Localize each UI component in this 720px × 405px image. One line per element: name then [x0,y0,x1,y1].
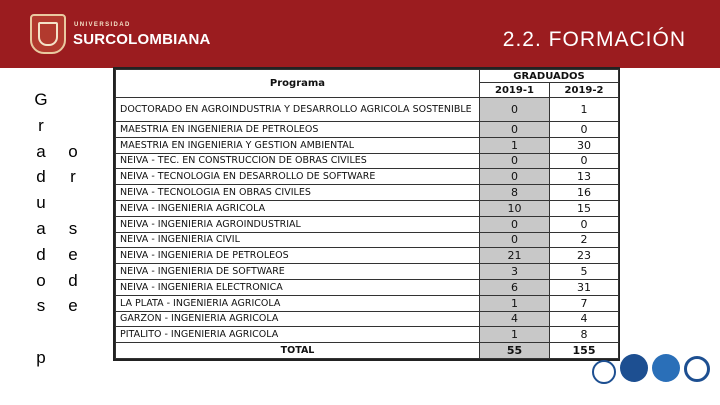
period-2-cell: 4 [550,311,619,327]
program-cell: NEIVA - INGENIERIA AGROINDUSTRIAL [116,216,480,232]
program-cell: PITALITO - INGENIERIA AGRICOLA [116,327,480,343]
total-period-2: 155 [550,343,619,359]
table-row [116,264,619,280]
program-cell: NEIVA - TEC. EN CONSTRUCCION DE OBRAS CIVILES [116,153,480,169]
table-row [116,295,619,311]
period-2-cell: 15 [550,200,619,216]
table-row [116,216,619,232]
period-2-header: 2019-2 [550,83,619,98]
period-1-cell: 4 [480,311,550,327]
logo-big-text: SURCOLOMBIANA [73,31,211,48]
period-2-cell: 1 [550,98,619,122]
table-row [116,153,619,169]
period-1-cell: 21 [480,248,550,264]
certification-seal-icon [652,354,680,382]
letter: d [36,244,46,264]
table-row [116,232,619,248]
period-2-cell: 0 [550,216,619,232]
period-2-cell: 30 [550,137,619,153]
program-cell: DOCTORADO EN AGROINDUSTRIA Y DESARROLLO AGRICOLA SOSTENIBLE [116,98,480,122]
period-2-cell: 23 [550,248,619,264]
program-cell: GARZON - INGENIERIA AGRICOLA [116,311,480,327]
letter: e [68,296,78,316]
letter [66,113,80,139]
graduates-table [113,67,620,361]
certification-seals [590,352,720,402]
certification-seal-icon [684,356,710,382]
period-1-cell: 0 [480,216,550,232]
table-row [116,248,619,264]
table-row [116,311,619,327]
letter: e [68,244,78,264]
program-cell: NEIVA - TECNOLOGIA EN OBRAS CIVILES [116,185,480,201]
letter: a [36,141,46,161]
letter: o [68,141,78,161]
program-cell: NEIVA - INGENIERIA CIVIL [116,232,480,248]
period-1-cell: 1 [480,327,550,343]
period-1-cell: 10 [480,200,550,216]
table-row [116,98,619,122]
table-row [116,169,619,185]
period-2-cell: 0 [550,122,619,138]
letter: G [34,90,48,109]
letter: d [36,167,46,187]
quality-seal-icon [620,354,648,382]
period-1-header: 2019-1 [480,83,550,98]
table-row [116,200,619,216]
table-row [116,137,619,153]
letter: r [38,115,44,135]
program-header: Programa [116,70,480,98]
program-cell: NEIVA - INGENIERIA DE PETROLEOS [116,248,480,264]
letter: u [36,193,46,213]
period-2-cell: 31 [550,279,619,295]
program-cell: NEIVA - TECNOLOGIA EN DESARROLLO DE SOFTWARE [116,169,480,185]
table-row [116,122,619,138]
logo-small-text: UNIVERSIDAD [74,22,131,28]
period-2-cell: 0 [550,153,619,169]
period-2-cell: 13 [550,169,619,185]
total-label: TOTAL [116,343,480,359]
program-cell: NEIVA - INGENIERIA ELECTRONICA [116,279,480,295]
table-row [116,279,619,295]
period-1-cell: 3 [480,264,550,280]
period-1-cell: 0 [480,232,550,248]
graduates-header: GRADUADOS [480,70,619,83]
program-cell: LA PLATA - INGENIERIA AGRICOLA [116,295,480,311]
period-1-cell: 0 [480,98,550,122]
table-row [116,185,619,201]
period-1-cell: 8 [480,185,550,201]
letter: p [36,347,46,367]
program-cell: MAESTRIA EN INGENIERIA DE PETROLEOS [116,122,480,138]
letter: a [36,218,46,238]
period-2-cell: 8 [550,327,619,343]
letter: s [36,296,46,316]
period-1-cell: 0 [480,153,550,169]
slide-title: 2.2. FORMACIÓN [502,28,686,51]
letter: o [36,270,46,290]
table-row [116,327,619,343]
vertical-text-left [34,87,48,371]
university-shield-icon [30,14,66,54]
letter [34,319,48,345]
period-2-cell: 2 [550,232,619,248]
letter: d [68,270,78,290]
period-2-cell: 5 [550,264,619,280]
total-period-1: 55 [480,343,550,359]
period-1-cell: 0 [480,122,550,138]
period-2-cell: 16 [550,185,619,201]
letter: r [70,167,76,187]
letter [66,87,80,113]
accreditation-seal-icon [592,360,616,384]
period-2-cell: 7 [550,295,619,311]
letter [66,190,80,216]
program-cell: NEIVA - INGENIERIA DE SOFTWARE [116,264,480,280]
university-logo[interactable] [30,14,211,56]
period-1-cell: 1 [480,137,550,153]
program-cell: NEIVA - INGENIERIA AGRICOLA [116,200,480,216]
header-bar [0,0,720,68]
period-1-cell: 1 [480,295,550,311]
period-1-cell: 0 [480,169,550,185]
letter: s [68,218,78,238]
total-row [116,343,619,359]
program-cell: MAESTRIA EN INGENIERIA Y GESTION AMBIENTAL [116,137,480,153]
period-1-cell: 6 [480,279,550,295]
vertical-text-right [66,87,80,319]
